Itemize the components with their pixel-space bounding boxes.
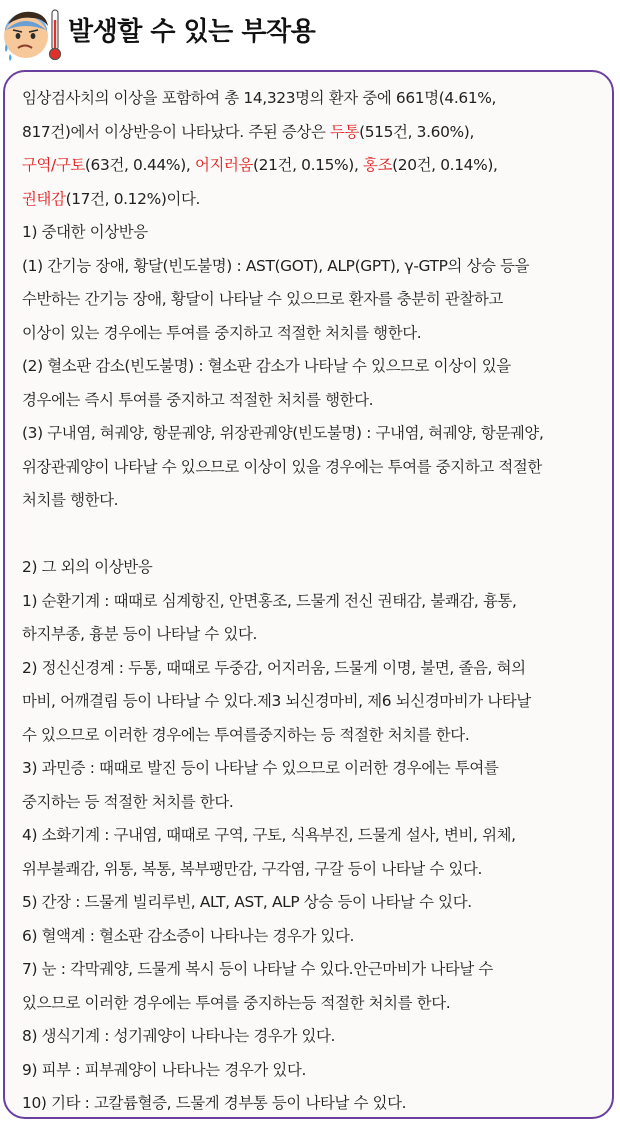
other-line: 6) 혈액계 : 혈소판 감소증이 나타나는 경우가 있다. xyxy=(22,926,355,945)
highlight-symptom: 홍조 xyxy=(363,156,393,174)
header xyxy=(0,0,620,72)
intro-text: (63건, 0.44%), xyxy=(84,156,195,174)
other-line: 마비, 어깨결림 등이 나타날 수 있다.제3 뇌신경마비, 제6 뇌신경마비가 나타날 xyxy=(22,692,531,710)
serious-line: (2) 혈소판 감소(빈도불명) : 혈소판 감소가 나타날 수 있으므로 이상이 있을 xyxy=(22,357,511,375)
other-line: 2) 정신신경계 : 두통, 때때로 두중감, 어지러움, 드물게 이명, 불면, 졸음, 혀의 xyxy=(22,658,526,677)
highlight-symptom: 구역/구토 xyxy=(22,156,85,174)
other-line: 9) 피부 : 피부궤양이 나타나는 경우가 있다. xyxy=(22,1060,307,1079)
page-title: 발생할 수 있는 부작용 xyxy=(68,17,316,47)
other-line: 10) 기타 : 고칼륨혈증, 드물게 경부통 등이 나타날 수 있다. xyxy=(22,1094,407,1112)
serious-line: 위장관궤양이 나타날 수 있으므로 이상이 있을 경우에는 투여를 중지하고 적절한 xyxy=(22,457,542,476)
serious-line: 이상이 있는 경우에는 투여를 중지하고 적절한 처치를 행한다. xyxy=(22,323,422,342)
intro-text: (21건, 0.15%), xyxy=(253,156,364,174)
other-line: 위부불쾌감, 위통, 복통, 복부팽만감, 구각염, 구갈 등이 나타날 수 있다. xyxy=(22,859,483,878)
other-line: 8) 생식기계 : 성기궤양이 나타나는 경우가 있다. xyxy=(22,1027,336,1045)
serious-line: 경우에는 즉시 투여를 중지하고 적절한 처치를 행한다. xyxy=(22,390,374,409)
highlight-symptom: 권태감 xyxy=(22,189,66,208)
serious-line: 수반하는 간기능 장애, 황달이 나타날 수 있으므로 환자를 충분히 관찰하고 xyxy=(22,290,503,308)
intro-text: (17건, 0.12%)이다. xyxy=(65,189,201,208)
highlight-symptom: 어지러움 xyxy=(194,156,254,174)
intro-text: (515건, 3.60%), xyxy=(359,122,474,141)
intro-text: 817건)에서 이상반응이 나타났다. 주된 증상은 xyxy=(22,122,331,141)
side-effects-text xyxy=(22,82,602,1121)
intro-text: (20건, 0.14%), xyxy=(392,156,498,174)
other-line: 하지부종, 흉분 등이 나타날 수 있다. xyxy=(22,625,258,643)
serious-line: (1) 간기능 장애, 황달(빈도불명) : AST(GOT), ALP(GPT), γ-GTP의 상승 등을 xyxy=(22,256,530,275)
other-line: 중지하는 등 적절한 처치를 한다. xyxy=(22,792,234,811)
other-line: 수 있으므로 이러한 경우에는 투여를중지하는 등 적절한 처치를 한다. xyxy=(22,725,470,744)
other-line: 3) 과민증 : 때때로 발진 등이 나타날 수 있으므로 이러한 경우에는 투여를 xyxy=(22,759,499,777)
serious-line: (3) 구내염, 혀궤양, 항문궤양, 위장관궤양(빈도불명) : 구내염, 혀궤양, 항문궤양, xyxy=(22,424,544,442)
serious-line: 처치를 행한다. xyxy=(22,491,119,509)
sick-face-thermometer-icon xyxy=(2,6,64,66)
highlight-symptom: 두통 xyxy=(330,122,360,141)
other-line: 7) 눈 : 각막궤양, 드물게 복시 등이 나타날 수 있다.안근마비가 나타날 수 xyxy=(22,960,493,978)
serious-heading: 1) 중대한 이상반응 xyxy=(22,223,148,241)
intro-line-4 xyxy=(22,183,602,217)
other-line: 5) 간장 : 드물게 빌리루빈, ALT, AST, ALP 상승 등이 나타날 수 있다. xyxy=(22,893,472,911)
other-line: 있으므로 이러한 경우에는 투여를 중지하는등 적절한 처치를 한다. xyxy=(22,993,451,1012)
other-line: 4) 소화기계 : 구내염, 때때로 구역, 구토, 식욕부진, 드물게 설사, 변비, 위체, xyxy=(22,826,516,844)
intro-line-1: 임상검사치의 이상을 포함하여 총 14,323명의 환자 중에 661명(4.61%, xyxy=(22,89,497,107)
spacer xyxy=(22,518,602,552)
intro-line-2 xyxy=(22,116,602,150)
other-line: 1) 순환기계 : 때때로 심계항진, 안면홍조, 드물게 전신 권태감, 불쾌감, 흉통, xyxy=(22,591,517,610)
other-heading: 2) 그 외의 이상반응 xyxy=(22,558,153,576)
intro-line-3 xyxy=(22,149,602,183)
